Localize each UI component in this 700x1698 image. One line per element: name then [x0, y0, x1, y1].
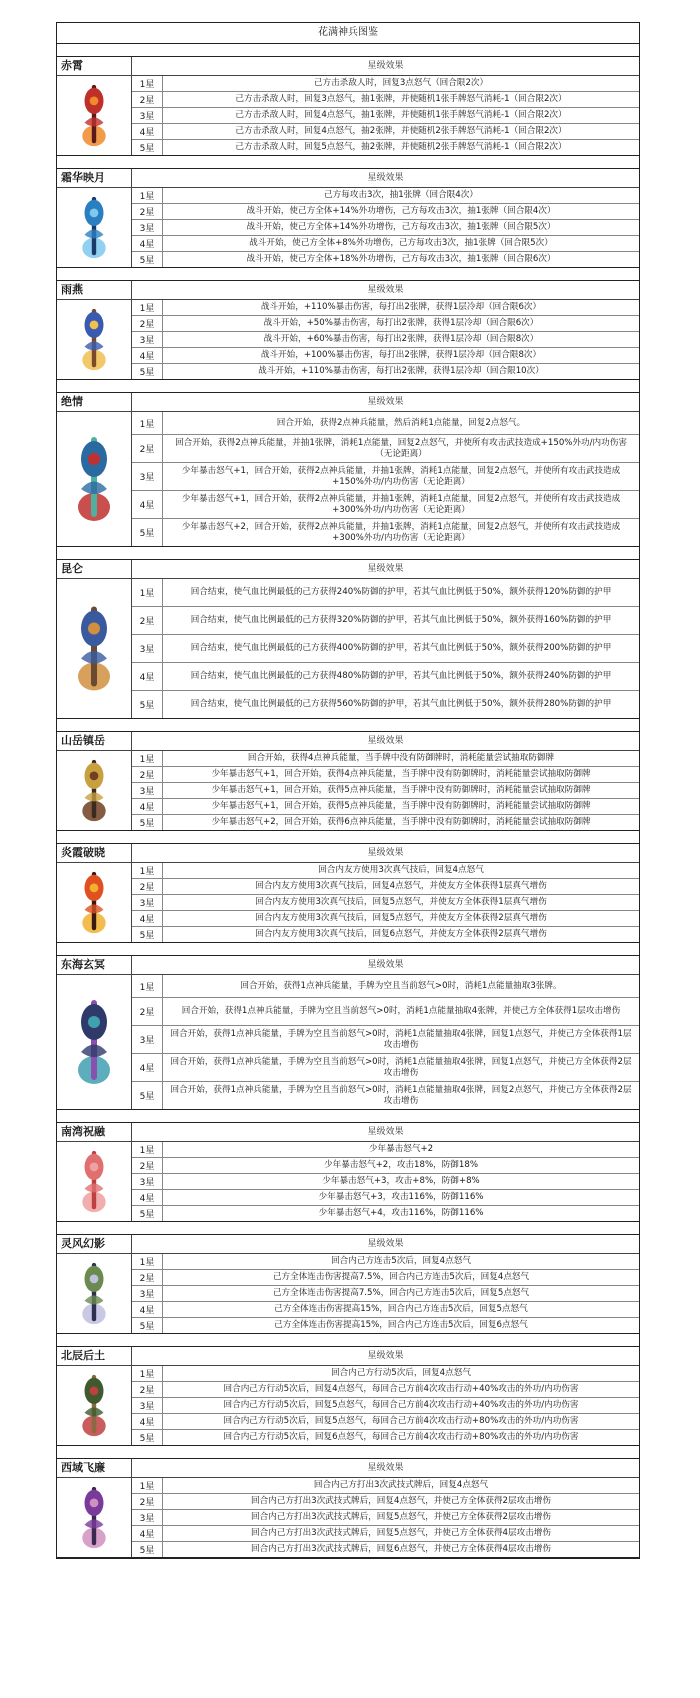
star-effect-text: 战斗开始，使己方全体+18%外功增伤，己方每攻击3次，抽1张牌（回合限6次）: [246, 254, 556, 264]
star-row: [132, 316, 639, 332]
star-effect-text: 少年暴击怒气+2，攻击18%，防御18%: [324, 1160, 478, 1170]
star-effect-text: 己方全体连击伤害提高7.5%，回合内己方连击5次后，回复5点怒气: [272, 1288, 530, 1298]
star-level: 3星: [132, 1026, 163, 1053]
star-row: [132, 491, 639, 519]
purple-cloud-icon: [69, 1481, 119, 1554]
weapon-name: 灵风幻影: [57, 1235, 132, 1253]
star-row: [132, 220, 639, 236]
star-level: 5星: [132, 815, 163, 830]
star-effect-header: 星级效果: [367, 848, 404, 858]
star-row: [132, 799, 639, 815]
star-effect-text: 战斗开始，使己方全体+14%外功增伤，己方每攻击3次，抽1张牌（回合限4次）: [246, 206, 556, 216]
star-row: [132, 519, 639, 546]
star-effect-header: 星级效果: [367, 960, 404, 970]
star-row: [132, 140, 639, 155]
star-level: 3星: [132, 332, 163, 347]
star-effect-header: 星级效果: [367, 564, 404, 574]
star-level: 4星: [132, 1526, 163, 1541]
weapon-block: [57, 1459, 639, 1558]
star-row: [132, 1382, 639, 1398]
star-effect-text: 回合开始，获得2点神兵能量，然后消耗1点能量，回复2点怒气。: [276, 417, 526, 428]
star-level: 2星: [132, 316, 163, 331]
star-row: [132, 204, 639, 220]
star-level: 5星: [132, 1082, 163, 1109]
star-row: [132, 124, 639, 140]
spacer-row: [57, 719, 639, 732]
bell-rack-icon: [57, 579, 132, 718]
star-effect-text: 回合结束，使气血比例最低的己方获得400%防御的护甲，若其气血比例低于50%，额外获得200%防御的护甲: [190, 643, 612, 653]
red-sword-icon: [69, 79, 119, 152]
star-level: 3星: [132, 1510, 163, 1525]
star-level: 2星: [132, 998, 163, 1025]
weapon-header: [57, 169, 639, 188]
vine-staff-icon: [57, 1366, 132, 1445]
golden-bell-icon: [69, 754, 119, 827]
star-level: 4星: [132, 1054, 163, 1081]
star-level: 4星: [132, 124, 163, 139]
weapon-block: [57, 1235, 639, 1334]
weapon-header: [57, 281, 639, 300]
star-effect-text: 战斗开始，+60%暴击伤害，每打出2张牌，获得1层冷却（回合限8次）: [263, 334, 539, 344]
star-level: 2星: [132, 1158, 163, 1173]
star-effect-text: 回合结束，使气血比例最低的己方获得560%防御的护甲，若其气血比例低于50%，额外获得280%防御的护甲: [190, 699, 612, 709]
star-effect-text: 少年暴击怒气+1，回合开始，获得2点神兵能量，并抽1张牌，消耗1点能量，回复2点怒气，并使所有攻击武技造成+300%外功/内功伤害（无论距离）: [181, 493, 621, 515]
star-level: 5星: [132, 1318, 163, 1333]
star-level: 4星: [132, 1190, 163, 1205]
star-effect-text: 少年暴击怒气+1，回合开始，获得4点神兵能量，当手牌中没有防御牌时，消耗能量尝试抽取防御牌: [211, 769, 591, 779]
weapon-name: 西域飞廉: [57, 1459, 132, 1477]
wind-staff-icon: [69, 1257, 119, 1330]
weapon-header: [57, 732, 639, 751]
star-level: 4星: [132, 663, 163, 690]
star-level: 5星: [132, 1542, 163, 1557]
star-row: [132, 1366, 639, 1382]
star-effect-text: 回合内己方打出3次武技式牌后，回复6点怒气，并使己方全体获得4层攻击增伤: [251, 1544, 551, 1554]
star-level: 2星: [132, 879, 163, 894]
star-effect-text: 回合开始，获得1点神兵能量，手牌为空且当前怒气>0时，消耗1点能量抽取3张牌。: [240, 980, 562, 991]
star-level: 5星: [132, 252, 163, 267]
weapon-header: [57, 393, 639, 412]
weapon-block: [57, 57, 639, 156]
star-effect-text: 回合内己方打出3次武技式牌后，回复5点怒气，并使己方全体获得2层攻击增伤: [251, 1512, 551, 1522]
star-level: 4星: [132, 799, 163, 814]
weapon-name: 霜华映月: [57, 169, 132, 187]
star-level: 3星: [132, 895, 163, 910]
star-row: [132, 1302, 639, 1318]
star-effect-text: 战斗开始，+110%暴击伤害，每打出2张牌，获得1层冷却（回合限10次）: [258, 366, 544, 376]
star-row: [132, 412, 639, 435]
star-row: [132, 1082, 639, 1109]
star-row: [132, 1254, 639, 1270]
star-effect-text: 回合内友方使用3次真气技后，回复5点怒气，并使友方全体获得2层真气增伤: [255, 913, 547, 923]
star-effect-header: 星级效果: [367, 1127, 404, 1137]
star-effect-header: 星级效果: [367, 1463, 404, 1473]
star-row: [132, 463, 639, 491]
weapon-header: [57, 1123, 639, 1142]
weapon-name: 昆仑: [57, 560, 132, 578]
star-row: [132, 1542, 639, 1557]
star-row: [132, 1190, 639, 1206]
vine-staff-icon: [69, 1369, 119, 1442]
star-effect-text: 己方击杀敌人时，回复5点怒气，抽2张牌，并使随机2张手牌怒气消耗-1（回合限2次）: [235, 142, 567, 152]
star-level: 3星: [132, 220, 163, 235]
spacer-row: [57, 156, 639, 169]
star-row: [132, 1430, 639, 1445]
spacer-row: [57, 380, 639, 393]
star-level: 5星: [132, 1430, 163, 1445]
star-level: 5星: [132, 927, 163, 942]
star-row: [132, 635, 639, 663]
star-row: [132, 927, 639, 942]
flame-spear-icon: [57, 863, 132, 942]
star-effect-text: 少年暴击怒气+3，攻击+8%，防御+8%: [322, 1176, 480, 1186]
star-row: [132, 1414, 639, 1430]
weapon-block: [57, 281, 639, 380]
star-row: [132, 663, 639, 691]
star-effect-text: 战斗开始，使己方全体+8%外功增伤，己方每攻击3次，抽1张牌（回合限5次）: [249, 238, 553, 248]
star-row: [132, 348, 639, 364]
weapon-header: [57, 956, 639, 975]
weapon-block: [57, 844, 639, 943]
star-effect-text: 回合内己方打出3次武技式牌后，回复5点怒气，并使己方全体获得4层攻击增伤: [251, 1528, 551, 1538]
star-row: [132, 998, 639, 1026]
weapon-block: [57, 169, 639, 268]
star-row: [132, 108, 639, 124]
star-row: [132, 1526, 639, 1542]
star-row: [132, 1398, 639, 1414]
star-row: [132, 1206, 639, 1221]
star-level: 2星: [132, 435, 163, 462]
star-effect-text: 回合内友方使用3次真气技后，回复6点怒气，并使友方全体获得2层真气增伤: [255, 929, 547, 939]
star-row: [132, 879, 639, 895]
star-effect-text: 回合内己方行动5次后，回复4点怒气，每回合己方前4次攻击行动+40%攻击的外功/内功伤害: [223, 1384, 579, 1394]
star-effect-text: 回合开始，获得2点神兵能量，并抽1张牌，消耗1点能量，回复2点怒气，并使所有攻击武技造成+150%外功/内功伤害（无论距离）: [175, 437, 627, 459]
star-effect-text: 己方击杀敌人时，回复4点怒气，抽2张牌，并使随机2张手牌怒气消耗-1（回合限2次）: [235, 126, 567, 136]
star-level: 4星: [132, 911, 163, 926]
star-effect-text: 回合开始，获得1点神兵能量，手牌为空且当前怒气>0时，消耗1点能量抽取4张牌，回复1点怒气，并使己方全体获得1层攻击增伤: [170, 1028, 632, 1050]
weapon-name: 东海玄冥: [57, 956, 132, 974]
star-level: 2星: [132, 204, 163, 219]
star-effect-text: 己方全体连击伤害提高15%，回合内己方连击5次后，回复6点怒气: [274, 1320, 528, 1330]
star-level: 2星: [132, 767, 163, 782]
star-level: 5星: [132, 519, 163, 546]
spacer-row: [57, 547, 639, 560]
red-sword-icon: [57, 76, 132, 155]
star-effect-text: 回合结束，使气血比例最低的己方获得480%防御的护甲，若其气血比例低于50%，额外获得240%防御的护甲: [190, 671, 612, 681]
star-level: 1星: [132, 300, 163, 315]
weapon-name: 雨燕: [57, 281, 132, 299]
weapon-name: 山岳镇岳: [57, 732, 132, 750]
weapon-header: [57, 844, 639, 863]
star-level: 1星: [132, 751, 163, 766]
star-level: 4星: [132, 491, 163, 518]
wind-staff-icon: [57, 1254, 132, 1333]
star-effect-header: 星级效果: [367, 736, 404, 746]
star-level: 5星: [132, 140, 163, 155]
star-effect-text: 回合内己方连击5次后，回复4点怒气: [331, 1256, 471, 1266]
star-effect-text: 少年暴击怒气+2，回合开始，获得2点神兵能量，并抽1张牌，消耗1点能量，回复2点怒气，并使所有攻击武技造成+300%外功/内功伤害（无论距离）: [181, 521, 621, 543]
star-row: [132, 895, 639, 911]
star-row: [132, 1478, 639, 1494]
star-level: 1星: [132, 579, 163, 606]
star-effect-header: 星级效果: [367, 61, 404, 71]
weapon-header: [57, 1235, 639, 1254]
star-effect-text: 战斗开始，+50%暴击伤害，每打出2张牌，获得1层冷却（回合限6次）: [263, 318, 539, 328]
star-row: [132, 579, 639, 607]
weapon-header: [57, 1459, 639, 1478]
star-effect-text: 回合开始，获得1点神兵能量，手牌为空且当前怒气>0时，消耗1点能量抽取4张牌，回复2点怒气，并使己方全体获得2层攻击增伤: [170, 1084, 632, 1106]
weapon-name: 赤霄: [57, 57, 132, 75]
star-level: 5星: [132, 691, 163, 718]
star-row: [132, 751, 639, 767]
star-effect-text: 回合内友方使用3次真气技后，回复5点怒气，并使友方全体获得1层真气增伤: [255, 897, 547, 907]
orb-staff-icon: [69, 303, 119, 376]
star-effect-text: 少年暴击怒气+1，回合开始，获得5点神兵能量，当手牌中没有防御牌时，消耗能量尝试抽取防御牌: [211, 801, 591, 811]
star-row: [132, 300, 639, 316]
star-effect-text: 回合开始，获得1点神兵能量，手牌为空且当前怒气>0时，消耗1点能量抽取4张牌，并使己方全体获得1层攻击增伤: [181, 1006, 621, 1016]
orb-staff-icon: [57, 300, 132, 379]
star-level: 3星: [132, 463, 163, 490]
hammer-icon: [57, 412, 132, 546]
star-row: [132, 236, 639, 252]
star-row: [132, 252, 639, 267]
star-effect-text: 回合开始，获得4点神兵能量，当手牌中没有防御牌时，消耗能量尝试抽取防御牌: [247, 753, 555, 763]
star-effect-text: 己方击杀敌人时，回复3点怒气，抽1张牌，并使随机1张手牌怒气消耗-1（回合限2次）: [235, 94, 567, 104]
star-level: 1星: [132, 1478, 163, 1493]
star-row: [132, 1318, 639, 1333]
star-level: 2星: [132, 1494, 163, 1509]
star-level: 1星: [132, 412, 163, 434]
star-level: 1星: [132, 188, 163, 203]
star-row: [132, 1270, 639, 1286]
star-level: 1星: [132, 863, 163, 878]
star-effect-text: 己方击杀敌人时，回复4点怒气，抽1张牌，并使随机1张手牌怒气消耗-1（回合限2次）: [235, 110, 567, 120]
star-row: [132, 364, 639, 379]
star-row: [132, 1142, 639, 1158]
weapon-block: [57, 1347, 639, 1446]
star-row: [132, 767, 639, 783]
star-effect-header: 星级效果: [367, 1351, 404, 1361]
star-effect-header: 星级效果: [367, 173, 404, 183]
star-row: [132, 911, 639, 927]
star-effect-text: 回合内友方使用3次真气技后，回复4点怒气: [318, 865, 484, 875]
star-row: [132, 92, 639, 108]
star-level: 2星: [132, 607, 163, 634]
star-effect-text: 少年暴击怒气+2，回合开始，获得6点神兵能量，当手牌中没有防御牌时，消耗能量尝试抽取防御牌: [211, 817, 591, 827]
weapon-block: [57, 1123, 639, 1222]
weapon-block: [57, 560, 639, 719]
coral-fan-icon: [69, 1145, 119, 1218]
star-effect-text: 己方全体连击伤害提高7.5%，回合内己方连击5次后，回复4点怒气: [272, 1272, 530, 1282]
star-effect-text: 回合内己方行动5次后，回复4点怒气: [331, 1368, 471, 1378]
weapon-block: [57, 956, 639, 1110]
star-row: [132, 607, 639, 635]
star-level: 3星: [132, 635, 163, 662]
star-level: 3星: [132, 108, 163, 123]
star-level: 1星: [132, 1254, 163, 1269]
star-row: [132, 1494, 639, 1510]
star-row: [132, 1158, 639, 1174]
spacer-row: [57, 831, 639, 844]
star-row: [132, 332, 639, 348]
star-level: 1星: [132, 76, 163, 91]
star-effect-text: 回合结束，使气血比例最低的己方获得240%防御的护甲，若其气血比例低于50%，额外获得120%防御的护甲: [190, 587, 612, 597]
star-level: 1星: [132, 1366, 163, 1381]
star-level: 3星: [132, 1174, 163, 1189]
star-effect-text: 回合内己方行动5次后，回复5点怒气，每回合己方前4次攻击行动+40%攻击的外功/内功伤害: [223, 1400, 579, 1410]
hammer-icon: [69, 415, 119, 543]
star-effect-text: 回合结束，使气血比例最低的己方获得320%防御的护甲，若其气血比例低于50%，额外获得160%防御的护甲: [190, 615, 612, 625]
star-effect-text: 回合内己方打出3次武技式牌后，回复4点怒气，并使己方全体获得2层攻击增伤: [251, 1496, 551, 1506]
star-effect-text: 少年暴击怒气+1，回合开始，获得5点神兵能量，当手牌中没有防御牌时，消耗能量尝试抽取防御牌: [211, 785, 591, 795]
star-level: 4星: [132, 1302, 163, 1317]
star-level: 1星: [132, 975, 163, 997]
weapon-header: [57, 57, 639, 76]
star-effect-text: 回合内己方打出3次武技式牌后，回复4点怒气: [313, 1480, 489, 1490]
star-row: [132, 76, 639, 92]
star-effect-text: 回合内己方行动5次后，回复6点怒气，每回合己方前4次攻击行动+80%攻击的外功/内功伤害: [223, 1432, 579, 1442]
star-row: [132, 691, 639, 718]
spacer-row: [57, 1334, 639, 1347]
weapon-header: [57, 560, 639, 579]
star-level: 4星: [132, 1414, 163, 1429]
star-level: 3星: [132, 1398, 163, 1413]
star-effect-text: 己方击杀敌人时，回复3点怒气（回合限2次）: [313, 78, 489, 88]
star-level: 5星: [132, 1206, 163, 1221]
star-row: [132, 1026, 639, 1054]
star-level: 4星: [132, 236, 163, 251]
weapon-name: 绝情: [57, 393, 132, 411]
coral-fan-icon: [57, 1142, 132, 1221]
weapon-table: [56, 22, 640, 1559]
bell-rack-icon: [69, 582, 119, 715]
weapon-name: 北辰后土: [57, 1347, 132, 1365]
weapon-list: [57, 57, 639, 1558]
star-effect-header: 星级效果: [367, 397, 404, 407]
star-effect-text: 回合内己方行动5次后，回复5点怒气，每回合己方前4次攻击行动+80%攻击的外功/内功伤害: [223, 1416, 579, 1426]
serpent-staff-icon: [69, 978, 119, 1106]
star-effect-text: 少年暴击怒气+3，攻击116%，防御116%: [318, 1192, 484, 1202]
weapon-block: [57, 732, 639, 831]
flame-spear-icon: [69, 866, 119, 939]
star-level: 2星: [132, 1382, 163, 1397]
star-effect-text: 己方全体连击伤害提高15%，回合内己方连击5次后，回复5点怒气: [274, 1304, 528, 1314]
purple-cloud-icon: [57, 1478, 132, 1557]
blue-blade-icon: [57, 188, 132, 267]
star-level: 1星: [132, 1142, 163, 1157]
spacer-row: [57, 943, 639, 956]
star-row: [132, 1286, 639, 1302]
star-effect-text: 少年暴击怒气+2: [368, 1144, 434, 1154]
star-effect-header: 星级效果: [367, 285, 404, 295]
star-row: [132, 975, 639, 998]
star-level: 2星: [132, 1270, 163, 1285]
star-effect-text: 战斗开始，+100%暴击伤害，每打出2张牌，获得1层冷却（回合限8次）: [260, 350, 542, 360]
star-row: [132, 1054, 639, 1082]
spacer-row: [57, 44, 639, 57]
serpent-staff-icon: [57, 975, 132, 1109]
star-effect-text: 少年暴击怒气+1，回合开始，获得2点神兵能量，并抽1张牌，消耗1点能量，回复2点怒气，并使所有攻击武技造成+150%外功/内功伤害（无论距离）: [181, 465, 621, 487]
weapon-name: 炎霞破晓: [57, 844, 132, 862]
star-effect-text: 战斗开始，+110%暴击伤害，每打出2张牌，获得1层冷却（回合限6次）: [260, 302, 542, 312]
star-effect-text: 战斗开始，使己方全体+14%外功增伤，己方每攻击3次，抽1张牌（回合限5次）: [246, 222, 556, 232]
sheet-title: 花满神兵图鉴: [57, 23, 639, 44]
weapon-block: [57, 393, 639, 547]
star-effect-text: 少年暴击怒气+4，攻击116%，防御116%: [318, 1208, 484, 1218]
star-effect-text: 回合内友方使用3次真气技后，回复4点怒气，并使友方全体获得1层真气增伤: [255, 881, 547, 891]
star-row: [132, 188, 639, 204]
star-row: [132, 783, 639, 799]
star-level: 3星: [132, 783, 163, 798]
star-row: [132, 1174, 639, 1190]
golden-bell-icon: [57, 751, 132, 830]
star-level: 5星: [132, 364, 163, 379]
star-level: 4星: [132, 348, 163, 363]
blue-blade-icon: [69, 191, 119, 264]
weapon-header: [57, 1347, 639, 1366]
star-row: [132, 1510, 639, 1526]
star-effect-text: 己方每攻击3次，抽1张牌（回合限4次）: [324, 190, 478, 200]
spacer-row: [57, 1222, 639, 1235]
star-effect-text: 回合开始，获得1点神兵能量，手牌为空且当前怒气>0时，消耗1点能量抽取4张牌，回复1点怒气，并使己方全体获得2层攻击增伤: [170, 1056, 632, 1078]
spacer-row: [57, 1446, 639, 1459]
star-effect-header: 星级效果: [367, 1239, 404, 1249]
spacer-row: [57, 1110, 639, 1123]
weapon-name: 南湾祝融: [57, 1123, 132, 1141]
star-level: 3星: [132, 1286, 163, 1301]
spacer-row: [57, 268, 639, 281]
star-row: [132, 435, 639, 463]
star-row: [132, 815, 639, 830]
star-row: [132, 863, 639, 879]
star-level: 2星: [132, 92, 163, 107]
